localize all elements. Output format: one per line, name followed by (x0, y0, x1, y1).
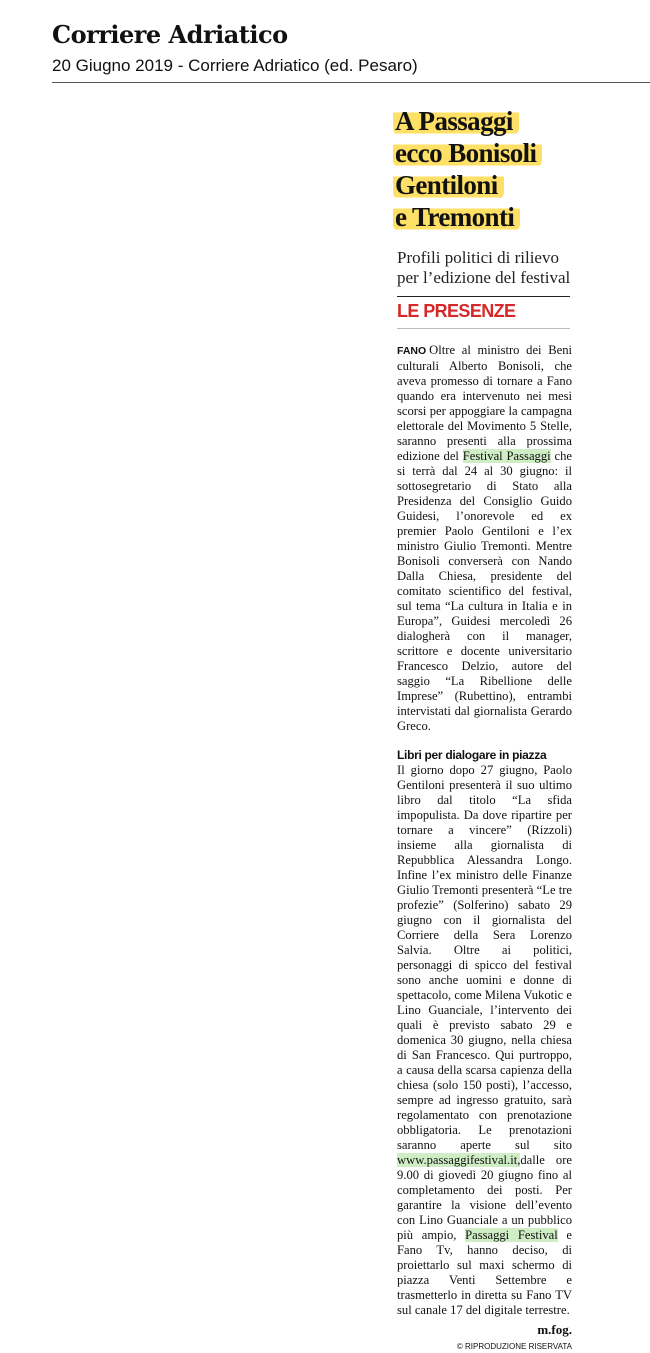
article (397, 106, 572, 1351)
paragraph-2-text-a: Il giorno dopo 27 giugno, Paolo Gentiloni presenterà il suo ultimo libro dal titolo “La sfida impopulista. Da dove ripartire per tornare a vincere” (Rizzoli) insieme alla giornalista di Repubblica Alessandra Longo. Infine l’ex ministro delle Finanze Giulio Tremonti presenterà “Le tre profezie” (Solferino) sabato 29 giugno con il giornalista del Corriere della Sera Lorenzo Salvia. Oltre ai politici, personaggi di spicco del festival sono anche uomini e donne di spettacolo, come Milena Vukotic e Lino Guanciale, l’intervento dei quali è previsto sabato 29 e domenica 30 giugno, nella chiesa di San Francesco. Qui purtroppo, a causa della scarsa capienza della chiesa (solo 150 posti), l’accesso, sempre ad ingresso gratuito, sarà regolamentato con prenotazione obbligatoria. Le prenotazioni saranno aperte sul sito (397, 763, 572, 1152)
author-signature: m.fog. (537, 1322, 572, 1337)
article-paragraph-1 (397, 343, 572, 734)
kicker-divider (397, 328, 570, 329)
paragraph-1-text-a: Oltre al ministro dei Beni culturali Alberto Bonisoli, che aveva promesso di tornare a Fano quando era intervenuto nei mesi scorsi per appoggiare la campagna elettorale del Movimento 5 Stelle, saranno presenti alla prossima edizione del (397, 343, 572, 463)
copyright-notice: © RIPRODUZIONE RISERVATA (456, 1342, 572, 1351)
headline-line-3: Gentiloni (393, 170, 504, 200)
highlight-festival-passaggi: Festival Passaggi (462, 449, 551, 463)
header-divider (52, 82, 650, 83)
article-subtitle: Profili politici di rilievo per l’edizione del festival (397, 248, 571, 287)
paragraph-2-text-c: e Fano Tv, hanno deciso, di proiettarlo sul maxi schermo di piazza Venti Settembre e trasmetterlo in diretta su Fano TV sul canale 17 del digitale terrestre. (397, 1228, 573, 1317)
paragraph-2-text-b: dalle ore 9.00 di giovedì 20 giugno fino al completamento dei posti. Per garantire la visione dell’evento con Lino Guanciale a un pubblico più ampio, (397, 1153, 572, 1242)
headline-line-4: e Tremonti (393, 202, 520, 232)
subtitle-divider (397, 296, 570, 297)
article-paragraph-2 (397, 763, 572, 1318)
newspaper-masthead: Corriere Adriatico (52, 20, 288, 49)
article-subhead: Libri per dialogare in piazza (397, 748, 547, 762)
highlight-website: www.passaggifestival.it, (397, 1153, 521, 1167)
section-kicker: LE PRESENZE (397, 301, 516, 321)
paragraph-1-text-b: che si terrà dal 24 al 30 giugno: il sottosegretario di Stato alla Presidenza del Consiglio Guido Guidesi, l’onorevole ed ex premier Paolo Gentiloni e l’ex ministro Giulio Tremonti. Mentre Bonisoli converserà con Nando Dalla Chiesa, presidente del comitato scientifico del festival, sul tema “La cultura in Italia e in Europa”, Guidesi mercoledì 26 dialogherà con il manager, scrittore e docente universitario Francesco Delzio, autore del saggio “La Ribellione delle Imprese” (Rubettino), entrambi intervistati dal giornalista Gerardo Greco. (397, 449, 572, 733)
dateline: 20 Giugno 2019 - Corriere Adriatico (ed. Pesaro) (52, 56, 418, 75)
location-tag: FANO (397, 345, 427, 357)
article-headline (393, 106, 572, 234)
highlight-passaggi-festival: Passaggi Festival (465, 1228, 558, 1242)
headline-line-1: A Passaggi (393, 106, 519, 136)
headline-line-2: ecco Bonisoli (393, 138, 542, 168)
